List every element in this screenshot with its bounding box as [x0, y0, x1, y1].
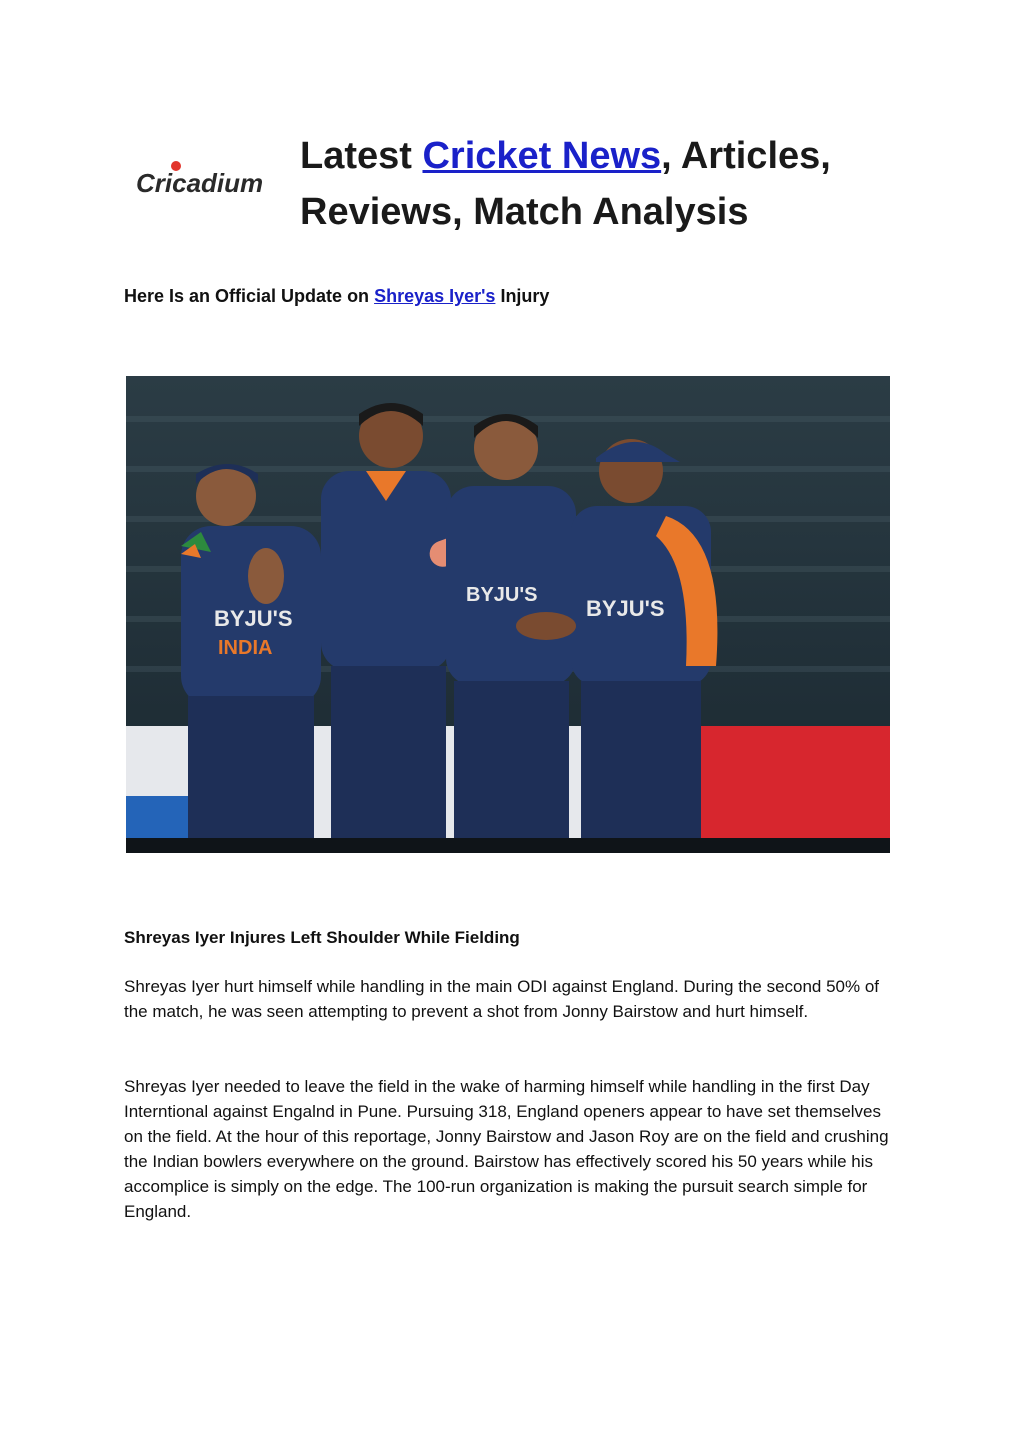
cricadium-logo[interactable]	[136, 158, 278, 206]
title-prefix: Latest	[300, 135, 423, 177]
logo-graphic	[136, 158, 278, 206]
title-suffix: , Articles, Reviews, Match Analysis	[300, 135, 831, 233]
update-suffix: Injury	[495, 286, 550, 306]
jersey-sponsor-text: BYJU'S	[214, 606, 293, 631]
article-paragraph-1: Shreyas Iyer hurt himself while handling in the main ODI against England. During the second 50% of the match, he was seen attempting to prevent a shot from Jonny Bairstow and hurt himself.	[124, 977, 880, 1021]
staff-jersey-text: BYJU'S	[586, 596, 665, 621]
logo-text: Cricadium	[136, 168, 264, 198]
shreyas-iyer-link[interactable]: Shreyas Iyer's	[374, 286, 496, 306]
cricket-news-link[interactable]: Cricket News	[422, 135, 662, 177]
update-prefix: Here Is an Official Update on	[124, 286, 375, 306]
page-title	[300, 128, 920, 240]
update-headline	[124, 286, 549, 307]
injured-jersey-text: BYJU'S	[466, 584, 538, 606]
article-heading: Shreyas Iyer Injures Left Shoulder While Fielding	[124, 928, 520, 947]
article-paragraph-2: Shreyas Iyer needed to leave the field in the wake of harming himself while handling in the first Day Interntional against Engalnd in Pune. Pursuing 318, England openers appear to have set themselves on the field. At the hour of this reportage, Jonny Bairstow and Jason Roy are on the field and crushing the Indian bowlers everywhere on the ground. Bairstow has effectively scored his 50 years while his accomplice is simply on the edge. The 100-run organization is making the pursuit search simple for England.	[124, 1077, 889, 1221]
players-illustration	[126, 376, 890, 853]
article-photo	[126, 376, 890, 853]
jersey-india-text: INDIA	[218, 637, 273, 659]
